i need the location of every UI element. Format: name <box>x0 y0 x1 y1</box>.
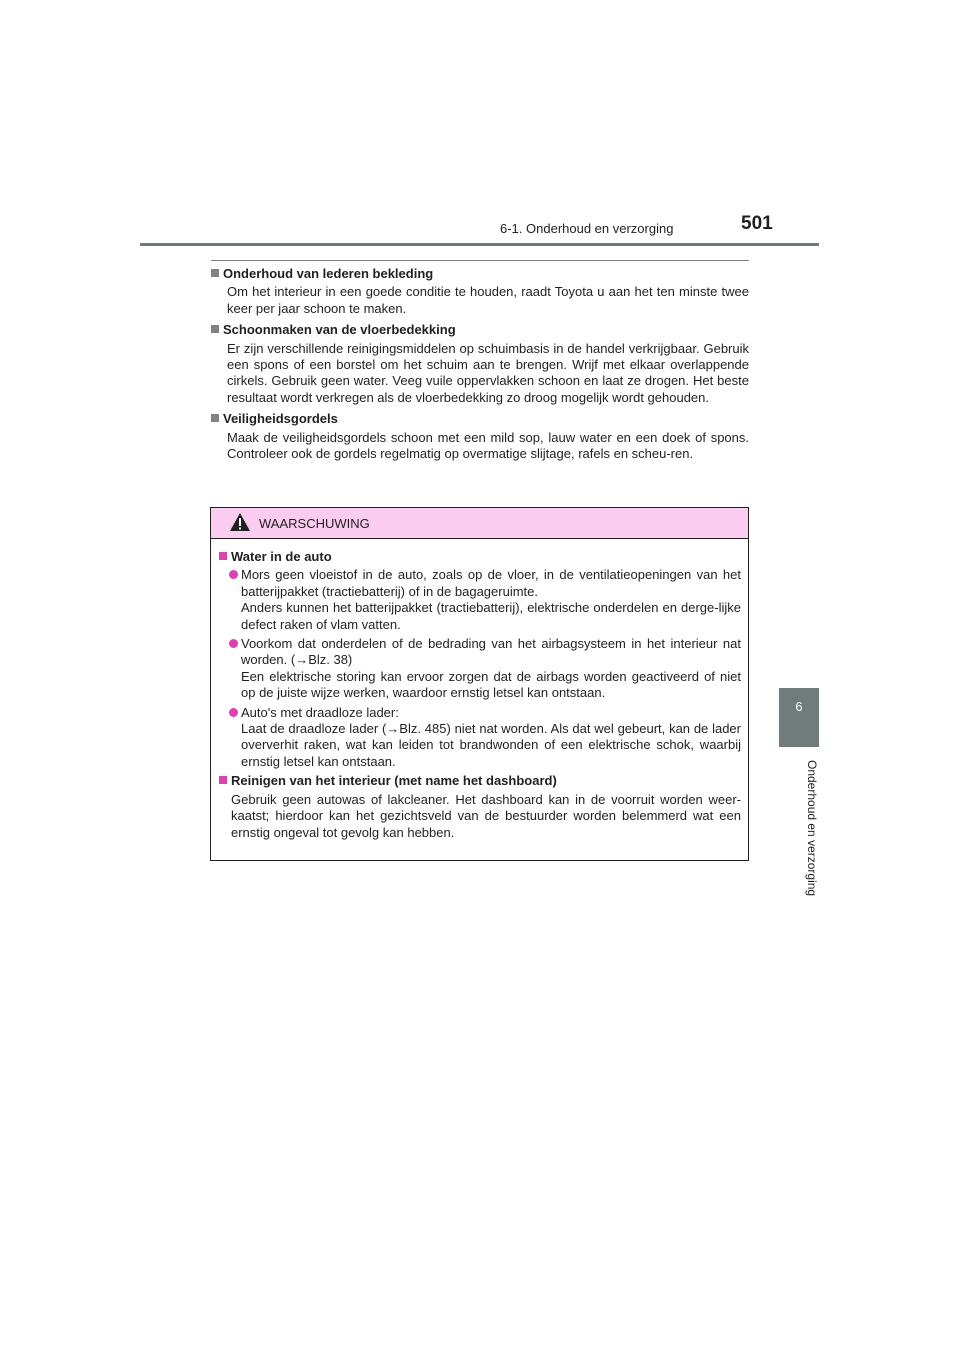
section-carpet <box>211 322 749 406</box>
page-number: 501 <box>741 213 773 234</box>
warning-box <box>210 507 749 861</box>
square-bullet-icon <box>211 325 219 333</box>
header-section-title: 6-1. Onderhoud en verzorging <box>500 221 674 236</box>
warning-section-water <box>219 549 741 770</box>
warning-body <box>211 539 748 841</box>
square-bullet-icon <box>211 414 219 422</box>
chapter-label: Onderhoud en verzorging <box>805 760 819 897</box>
square-bullet-icon <box>219 776 227 784</box>
section-leather <box>211 266 749 317</box>
section-text: Maak de veiligheidsgordels schoon met een mild sop, lauw water en een doek of spons. Controleer ook de gordels regelmatig op overmatige slijtage, rafels en scheu-ren. <box>227 429 749 462</box>
warning-header <box>211 508 748 539</box>
warning-section-interior <box>219 773 741 841</box>
warning-section-title: Reinigen van het interieur (met name het dashboard) <box>219 773 741 789</box>
round-bullet-icon <box>229 708 238 717</box>
round-bullet-icon <box>229 639 238 648</box>
square-bullet-icon <box>211 269 219 277</box>
warning-bullet: Mors geen vloeistof in de auto, zoals op de vloer, in de ventilatieopeningen van het batterijpakket (tractiebatterij) of in de bagageruimte. Anders kunnen het batterijpakket (tractiebatterij), elektrische onderdelen en derge-lijke defect raken of vlam vatten. <box>219 567 741 633</box>
warning-section-title: Water in de auto <box>219 549 741 565</box>
section-title: Veiligheidsgordels <box>211 411 749 427</box>
chapter-tab: 6 <box>779 688 819 747</box>
main-content <box>211 266 749 467</box>
content-divider <box>211 260 749 261</box>
warning-triangle-icon <box>229 512 251 532</box>
section-text: Om het interieur in een goede conditie te houden, raadt Toyota u aan het ten minste twee keer per jaar schoon te maken. <box>227 284 749 316</box>
square-bullet-icon <box>219 552 227 560</box>
header-divider <box>140 243 819 246</box>
warning-bullet: Auto's met draadloze lader: Laat de draadloze lader (→Blz. 485) niet nat worden. Als dat wel gebeurt, kan de lader oververhit raken, wat kan leiden tot brandwonden of een elektrische schok, waarbij ernstig letsel kan ontstaan. <box>219 705 741 771</box>
section-title: Onderhoud van lederen bekleding <box>211 266 749 282</box>
section-seatbelts <box>211 411 749 462</box>
warning-bullet: Voorkom dat onderdelen of de bedrading van het airbagsysteem in het interieur nat worden. (→Blz. 38) Een elektrische storing kan ervoor zorgen dat de airbags worden geactiveerd of niet op de juiste wijze werken, waardoor ernstig letsel kan ontstaan. <box>219 636 741 702</box>
section-title: Schoonmaken van de vloerbedekking <box>211 322 749 338</box>
warning-section-text: Gebruik geen autowas of lakcleaner. Het dashboard kan in de voorruit worden weer-kaatst; hierdoor kan het gezichtsveld van de bestuurder worden belemmerd wat een ernstig ongeval tot gevolg kan hebben. <box>231 791 741 840</box>
warning-title: WAARSCHUWING <box>259 516 370 531</box>
section-text: Er zijn verschillende reinigingsmiddelen op schuimbasis in de handel verkrijgbaar. Gebruik een spons of een borstel om het schuim aan te brengen. Wrijf met elkaar overlappende cirkels. Gebruik geen water. Veeg vuile oppervlakken schoon en laat ze drogen. Het beste resultaat wordt verkregen als de vloerbedekking zo droog mogelijk wordt gehouden. <box>227 340 749 405</box>
round-bullet-icon <box>229 570 238 579</box>
